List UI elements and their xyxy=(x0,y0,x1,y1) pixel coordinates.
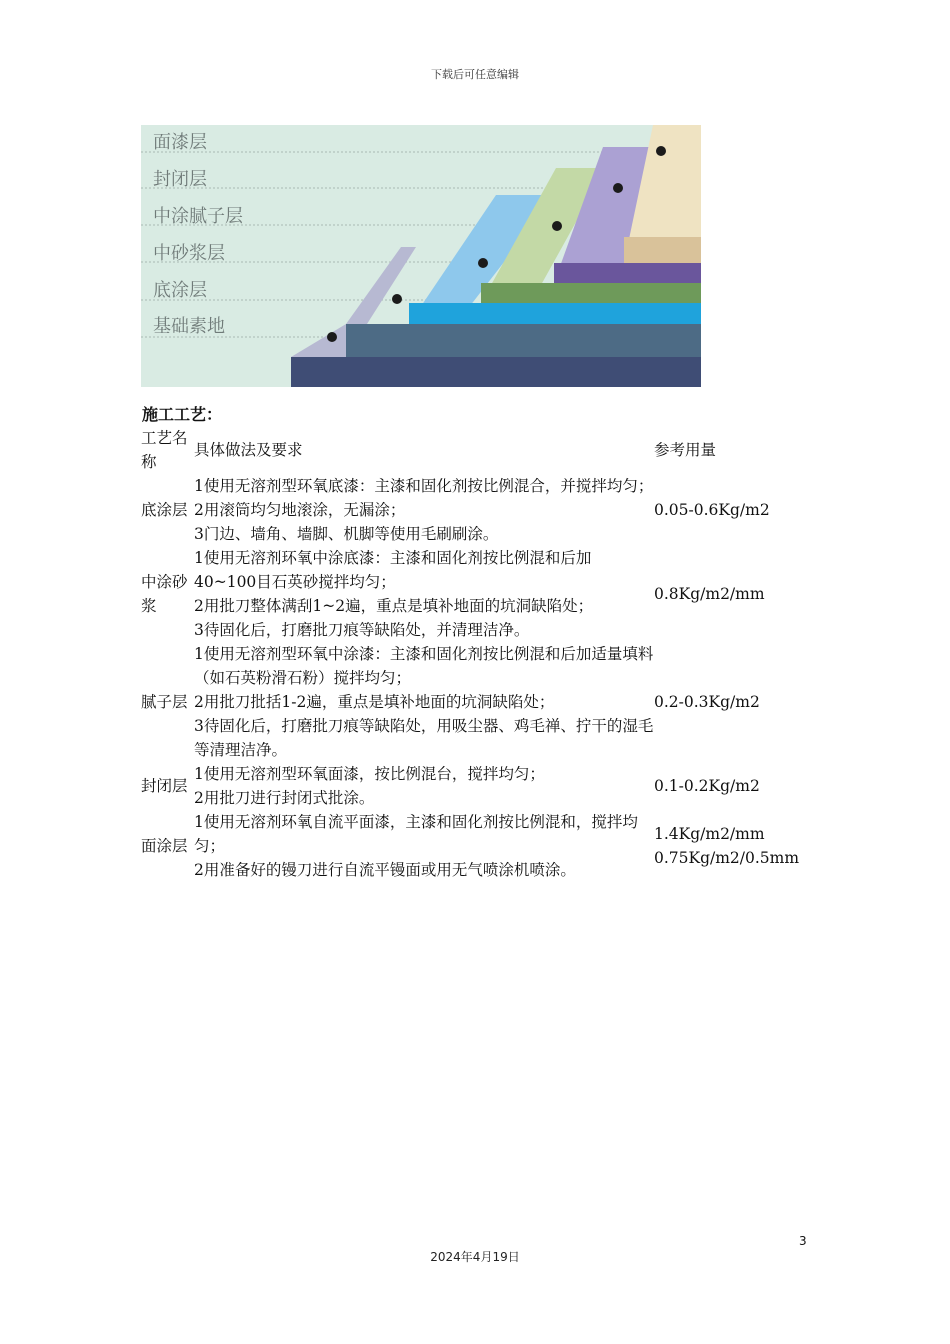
putty-layer xyxy=(481,283,701,303)
primer-layer xyxy=(346,324,701,357)
description-step: 1使用无溶剂型环氧中涂漆：主漆和固化剂按比例混和后加适量填料（如石英粉滑石粉）搅拌均匀； xyxy=(194,645,654,687)
label-top-layer: 面漆层 xyxy=(153,132,207,153)
label-mortar-layer: 中砂浆层 xyxy=(153,243,225,264)
page-number: 3 xyxy=(799,1234,807,1248)
floor-layers-diagram xyxy=(141,125,701,387)
header-desc: 具体做法及要求 xyxy=(194,441,303,459)
reference-amount xyxy=(654,762,806,810)
label-primer-layer: 底涂层 xyxy=(153,280,207,301)
table-row xyxy=(141,810,806,882)
process-description xyxy=(194,810,654,882)
process-description xyxy=(194,546,654,642)
process-table-body xyxy=(141,426,806,882)
process-table xyxy=(141,426,806,882)
amount-value: 0.1-0.2Kg/m2 xyxy=(654,777,760,795)
table-row xyxy=(141,546,806,642)
marker-primer xyxy=(392,294,402,304)
description-step: 2用批刀进行封闭式批涂。 xyxy=(194,789,375,807)
header-name: 工艺名称 xyxy=(141,429,188,471)
seal-layer xyxy=(554,263,701,283)
table-row xyxy=(141,474,806,546)
description-step: 1使用无溶剂型环氧底漆：主漆和固化剂按比例混合，并搅拌均匀； xyxy=(194,477,654,495)
description-step: 40~100目石英砂搅拌均匀； xyxy=(194,573,396,591)
process-name: 面涂层 xyxy=(141,837,188,855)
reference-amount xyxy=(654,642,806,762)
marker-mortar xyxy=(478,258,488,268)
amount-value: 0.75Kg/m2/0.5mm xyxy=(654,849,800,867)
process-name: 底涂层 xyxy=(141,501,188,519)
marker-top xyxy=(656,146,666,156)
description-step: 1使用无溶剂型环氧面漆，按比例混台，搅拌均匀； xyxy=(194,765,545,783)
layers-illustration xyxy=(141,125,701,387)
description-step: 1使用无溶剂环氧中涂底漆：主漆和固化剂按比例混和后加 xyxy=(194,549,592,567)
base-layer xyxy=(291,357,701,387)
marker-seal xyxy=(613,183,623,193)
amount-value: 1.4Kg/m2/mm xyxy=(654,825,765,843)
table-row xyxy=(141,762,806,810)
header-amount: 参考用量 xyxy=(654,441,717,459)
reference-amount xyxy=(654,546,806,642)
marker-putty xyxy=(552,221,562,231)
page-footer-date: 2024年4月19日 xyxy=(430,1250,520,1264)
process-name: 封闭层 xyxy=(141,777,188,795)
label-seal-layer: 封闭层 xyxy=(153,169,207,190)
process-description xyxy=(194,642,654,762)
section-title: 施工工艺： xyxy=(142,405,223,424)
process-name: 中涂砂浆 xyxy=(141,573,188,615)
process-name: 腻子层 xyxy=(141,693,188,711)
description-step: 3门边、墙角、墙脚、机脚等使用毛刷刷涂。 xyxy=(194,525,499,543)
amount-value: 0.05-0.6Kg/m2 xyxy=(654,501,770,519)
process-description xyxy=(194,474,654,546)
topcoat-layer xyxy=(624,237,701,263)
reference-amount xyxy=(654,810,806,882)
label-putty-layer: 中涂腻子层 xyxy=(153,206,243,227)
mortar-layer xyxy=(409,303,701,324)
description-step: 3待固化后，打磨批刀痕等缺陷处，用吸尘器、鸡毛禅、拧干的湿毛等清理洁净。 xyxy=(194,717,654,759)
description-step: 2用批刀批括1-2遍，重点是填补地面的坑洞缺陷处； xyxy=(194,693,555,711)
process-description xyxy=(194,762,654,810)
amount-value: 0.8Kg/m2/mm xyxy=(654,585,765,603)
description-step: 2用准备好的镘刀进行自流平镘面或用无气喷涂机喷涂。 xyxy=(194,861,576,879)
description-step: 1使用无溶剂环氧自流平面漆，主漆和固化剂按比例混和，搅拌均匀； xyxy=(194,813,638,855)
reference-amount xyxy=(654,474,806,546)
table-row xyxy=(141,642,806,762)
description-step: 2用批刀整体满刮1~2遍，重点是填补地面的坑洞缺陷处； xyxy=(194,597,594,615)
table-header-row xyxy=(141,426,806,474)
description-step: 3待固化后，打磨批刀痕等缺陷处，并清理洁净。 xyxy=(194,621,530,639)
marker-base xyxy=(327,332,337,342)
amount-value: 0.2-0.3Kg/m2 xyxy=(654,693,760,711)
label-base-layer: 基础素地 xyxy=(153,316,225,337)
description-step: 2用滚筒均匀地滚涂，无漏涂； xyxy=(194,501,406,519)
page-header: 下载后可任意编辑 xyxy=(431,68,519,81)
